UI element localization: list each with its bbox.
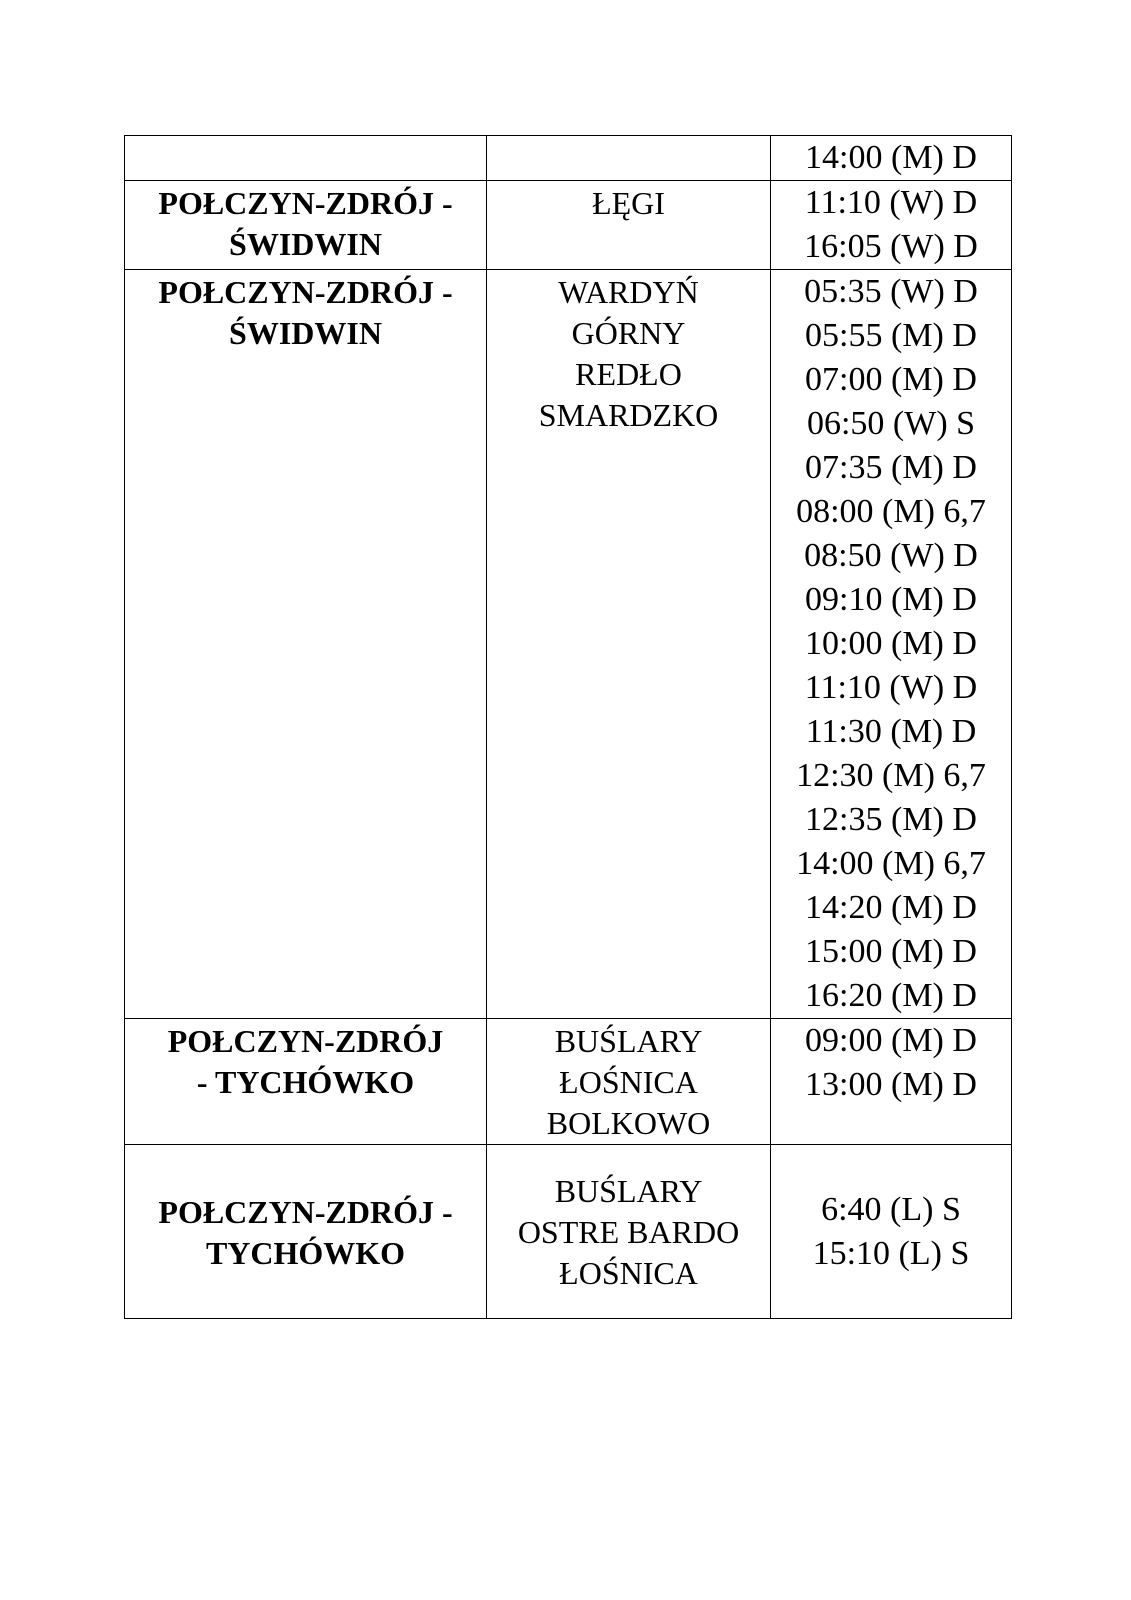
stop-name: ŁOŚNICA [559, 1064, 698, 1100]
departure-time: 08:50 (W) D [804, 537, 978, 574]
stops-cell [487, 136, 771, 181]
departure-time: 10:00 (M) D [805, 625, 977, 662]
timetable-row [125, 136, 1012, 181]
stop-name: OSTRE BARDO [517, 1214, 740, 1250]
departure-time: 11:10 (W) D [804, 669, 978, 706]
departure-time: 11:30 (M) D [805, 713, 977, 750]
timetable-row [125, 270, 1012, 1019]
stop-name: SMARDZKO [538, 397, 719, 433]
departure-time: 14:00 (M) D [805, 139, 977, 176]
route-line: ŚWIDWIN [229, 315, 382, 351]
departure-time: 05:35 (W) D [804, 273, 978, 310]
stop-name: WARDYŃ [558, 274, 699, 310]
departure-time: 14:00 (M) 6,7 [796, 845, 986, 882]
departure-time: 09:10 (M) D [805, 581, 977, 618]
route-line: TYCHÓWKO [205, 1234, 406, 1271]
departure-time: 12:30 (M) 6,7 [796, 757, 986, 794]
departure-time: 15:10 (L) S [812, 1234, 970, 1272]
timetable-row [125, 1019, 1012, 1145]
timetable-row [125, 181, 1012, 270]
departure-time: 16:20 (M) D [805, 977, 977, 1014]
stop-name: ŁĘGI [592, 185, 665, 221]
stop-name: BOLKOWO [546, 1105, 711, 1141]
departure-time: 11:10 (W) D [804, 184, 978, 221]
stops-cell [487, 1019, 771, 1145]
route-cell [125, 181, 487, 270]
times-cell [771, 1019, 1012, 1145]
route-line: POŁCZYN-ZDRÓJ - [158, 185, 453, 221]
route-line: POŁCZYN-ZDRÓJ - [158, 274, 453, 310]
route-line: - TYCHÓWKO [196, 1064, 415, 1100]
times-cell [771, 270, 1012, 1019]
stops-cell [487, 181, 771, 270]
departure-time: 05:55 (M) D [805, 317, 977, 354]
route-line: POŁCZYN-ZDRÓJ - [158, 1193, 453, 1230]
timetable [124, 135, 1012, 1319]
departure-time: 08:00 (M) 6,7 [796, 493, 986, 530]
departure-time: 16:05 (W) D [804, 228, 978, 265]
departure-time: 12:35 (M) D [805, 801, 977, 838]
stop-name: BUŚLARY [554, 1023, 703, 1059]
timetable-body [125, 136, 1012, 1319]
timetable-row [125, 1145, 1012, 1319]
departure-time: 15:00 (M) D [805, 933, 977, 970]
times-cell [771, 136, 1012, 181]
stop-name: REDŁO [575, 356, 682, 392]
stop-name: GÓRNY [571, 315, 686, 351]
departure-time: 07:35 (M) D [805, 449, 977, 486]
stop-name: ŁOŚNICA [559, 1255, 698, 1291]
times-cell [771, 1145, 1012, 1319]
departure-time: 07:00 (M) D [805, 361, 977, 398]
departure-time: 13:00 (M) D [805, 1066, 977, 1103]
route-cell [125, 1019, 487, 1145]
times-cell [771, 181, 1012, 270]
route-cell [125, 270, 487, 1019]
route-line: POŁCZYN-ZDRÓJ [167, 1023, 444, 1059]
route-cell [125, 1145, 487, 1319]
departure-time: 6:40 (L) S [821, 1190, 961, 1228]
stops-cell [487, 1145, 771, 1319]
departure-time: 14:20 (M) D [805, 889, 977, 926]
departure-time: 06:50 (W) S [806, 405, 976, 442]
route-cell [125, 136, 487, 181]
departure-time: 09:00 (M) D [805, 1022, 977, 1059]
stops-cell [487, 270, 771, 1019]
stop-name: BUŚLARY [554, 1173, 703, 1209]
route-line: ŚWIDWIN [229, 226, 382, 262]
